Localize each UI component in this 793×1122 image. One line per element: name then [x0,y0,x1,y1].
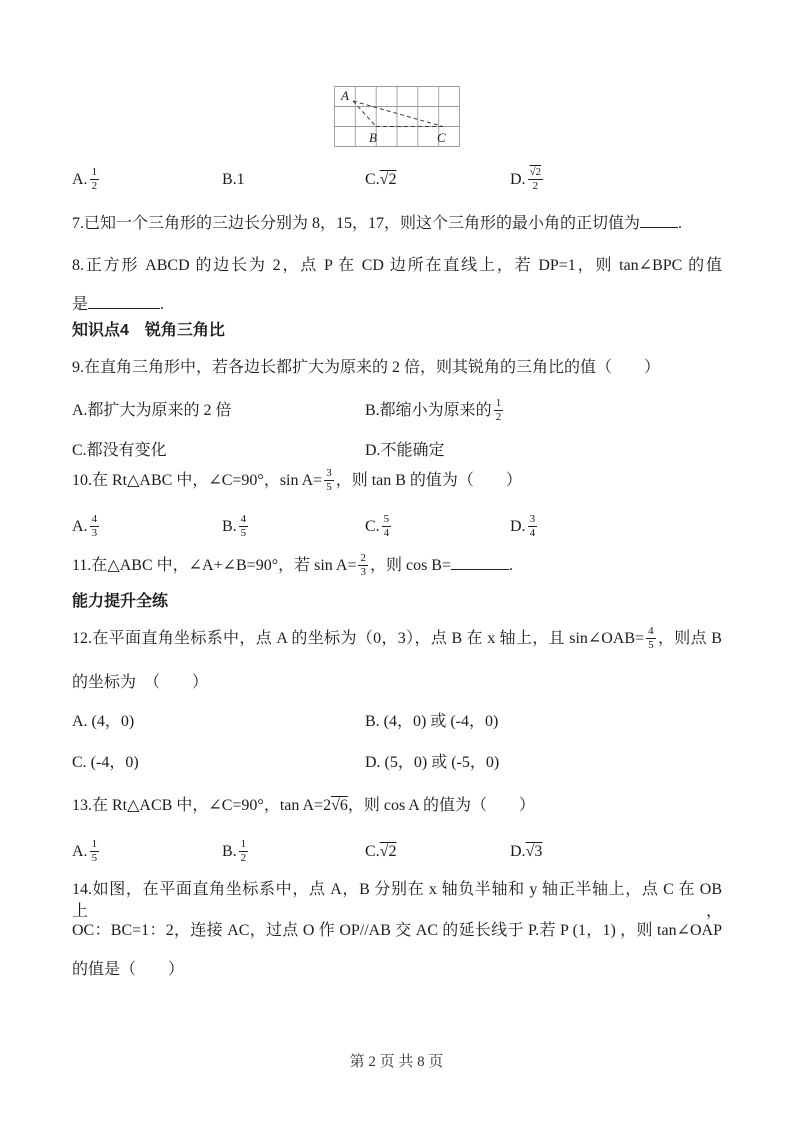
question-text: 7.已知一个三角形的三边长分别为 8，15，17，则这个三角形的最小角的正切值为 [72,215,641,232]
question-text: 13.在 Rt△ACB 中，∠C=90°，tan A=2 [72,797,332,814]
q10-option-b [222,505,250,549]
question-text: ，则点 B [657,630,722,647]
fraction-denominator: 2 [495,410,502,423]
option-label: D. [510,518,526,535]
q9-option-d: D.不能确定 [365,442,445,459]
q10-options-row [72,505,732,549]
q9-option-c: C.都没有变化 [72,442,167,459]
q12-options-row-1 [72,711,732,733]
fraction-denominator: 2 [532,179,539,192]
question-text: ，则 cos B= [369,557,451,574]
option-label: C. [365,171,380,188]
q9-options-row-1 [72,389,732,433]
question-14-line3: 的值是（ ） [72,961,185,978]
question-text: 是 [72,296,89,313]
q12-options-row-2 [72,752,732,774]
question-text: ，则 tan B 的值为（ ） [335,472,522,489]
question-7 [72,212,722,235]
fraction-denominator: 4 [529,526,536,539]
question-10 [72,461,722,501]
q9-options-row-2 [72,440,732,462]
fraction-numerator: 3 [326,467,332,480]
fraction-numerator: 1 [495,397,502,410]
answer-blank [451,554,509,570]
option-label: C. [365,518,380,535]
fraction-numerator: 5 [383,513,390,526]
vertex-label-c: C [437,130,446,145]
fraction [494,397,504,423]
radical: √2 [379,171,397,188]
question-14-line2: OC：BC=1：2，连接 AC，过点 O 作 OP//AB 交 AC 的延长线于 P.若 P (1，1) ，则 tan∠OAP [72,922,722,939]
fraction-numerator: 4 [648,625,654,638]
q6-option-a [72,158,101,202]
q13-option-a [72,830,101,874]
option-text: B.都缩小为原来的 [365,402,492,419]
option-label: B. [222,843,237,860]
option-label: D. [510,843,526,860]
q6-options-row [72,158,732,202]
q6-option-b: B.1 [222,171,245,188]
question-text: 10.在 Rt△ABC 中，∠C=90°，sin A= [72,472,323,489]
fraction-denominator: 5 [326,480,332,493]
grid-triangle-svg [334,86,460,148]
q10-option-d [510,505,539,549]
radical: √3 [525,843,543,860]
vertex-label-a: A [341,88,349,103]
option-label: B. [222,518,237,535]
fraction-numerator: 4 [240,513,247,526]
question-text: 11.在△ABC 中，∠A+∠B=90°，若 sin A= [72,557,357,574]
fraction [382,513,392,539]
question-text: . [509,557,513,574]
question-text: 12.在平面直角坐标系中，点 A 的坐标为（0，3），点 B 在 x 轴上，且 sin∠OAB= [72,630,645,647]
q13-option-d [510,830,542,874]
fraction [528,166,544,192]
fraction-denominator: 2 [91,179,98,192]
heading-knowledge-point-4: 知识点4 锐角三角比 [72,322,225,339]
radical: √6 [331,797,348,814]
q12-option-a: A. (4，0) [72,713,135,730]
question-13 [72,795,722,817]
grid-triangle-figure [334,86,460,148]
question-12-line2: 的坐标为 （ ） [72,674,209,691]
q13-option-b [222,830,250,874]
fraction [358,552,368,578]
fraction [324,467,334,493]
option-label: D. [510,171,526,188]
fraction-denominator: 2 [240,851,247,864]
question-11 [72,546,722,586]
question-8-line1: 8.正方形 ABCD 的边长为 2，点 P 在 CD 边所在直线上，若 DP=1，则 tan∠BPC 的值 [72,257,722,274]
question-text: . [678,215,683,232]
fraction [646,625,656,651]
fraction-denominator: 3 [360,565,366,578]
fraction-numerator: 1 [91,166,98,179]
fraction-denominator: 4 [383,526,390,539]
triangle-abc [353,101,443,127]
q10-option-c [365,505,393,549]
q13-option-c [365,830,396,874]
q12-option-c: C. (-4，0) [72,754,139,771]
question-12-line1 [72,619,722,659]
triangle-side-ac [353,101,443,127]
fraction-numerator: 3 [529,513,536,526]
question-text: ，则 cos A 的值为（ ） [347,797,535,814]
q9-option-a: A.都扩大为原来的 2 倍 [72,402,232,419]
fraction-numerator: 4 [91,513,98,526]
fraction-denominator: 5 [91,851,98,864]
q9-option-b [365,389,505,433]
option-label: A. [72,171,88,188]
vertex-label-b: B [369,130,377,145]
fraction-denominator: 5 [648,638,654,651]
option-label: C. [365,843,380,860]
q10-option-a [72,505,101,549]
triangle-side-ab [353,101,376,127]
fraction-numerator: 1 [91,838,98,851]
question-8-line2 [72,293,722,316]
fraction-numerator: √2 [529,166,542,179]
fraction-denominator: 5 [240,526,247,539]
fraction-denominator: 3 [91,526,98,539]
q12-option-d: D. (5，0) 或 (-5，0) [365,754,500,771]
fraction [90,166,100,192]
fraction [90,838,100,864]
fraction [239,838,249,864]
q6-option-d [510,158,545,202]
question-9: 9.在直角三角形中，若各边长都扩大为原来的 2 倍，则其锐角的三角比的值（ ） [72,359,661,376]
option-label: A. [72,843,88,860]
question-text: . [160,296,165,313]
page-footer: 第 2 页 共 8 页 [349,1054,444,1070]
heading-ability-practice: 能力提升全练 [72,593,169,610]
fraction [528,513,538,539]
answer-blank [640,212,678,228]
fraction-numerator: 1 [240,838,247,851]
answer-blank [88,293,160,309]
fraction [90,513,100,539]
fraction-numerator: 2 [360,552,366,565]
option-label: A. [72,518,88,535]
fraction [239,513,249,539]
q6-option-c [365,158,396,202]
radical: √2 [379,843,397,860]
question-14-line1: 14.如图，在平面直角坐标系中，点 A，B 分别在 x 轴负半轴和 y 轴正半轴上，点 C 在 OB 上， [72,881,722,920]
q13-options-row [72,830,732,874]
q12-option-b: B. (4，0) 或 (-4，0) [365,713,499,730]
